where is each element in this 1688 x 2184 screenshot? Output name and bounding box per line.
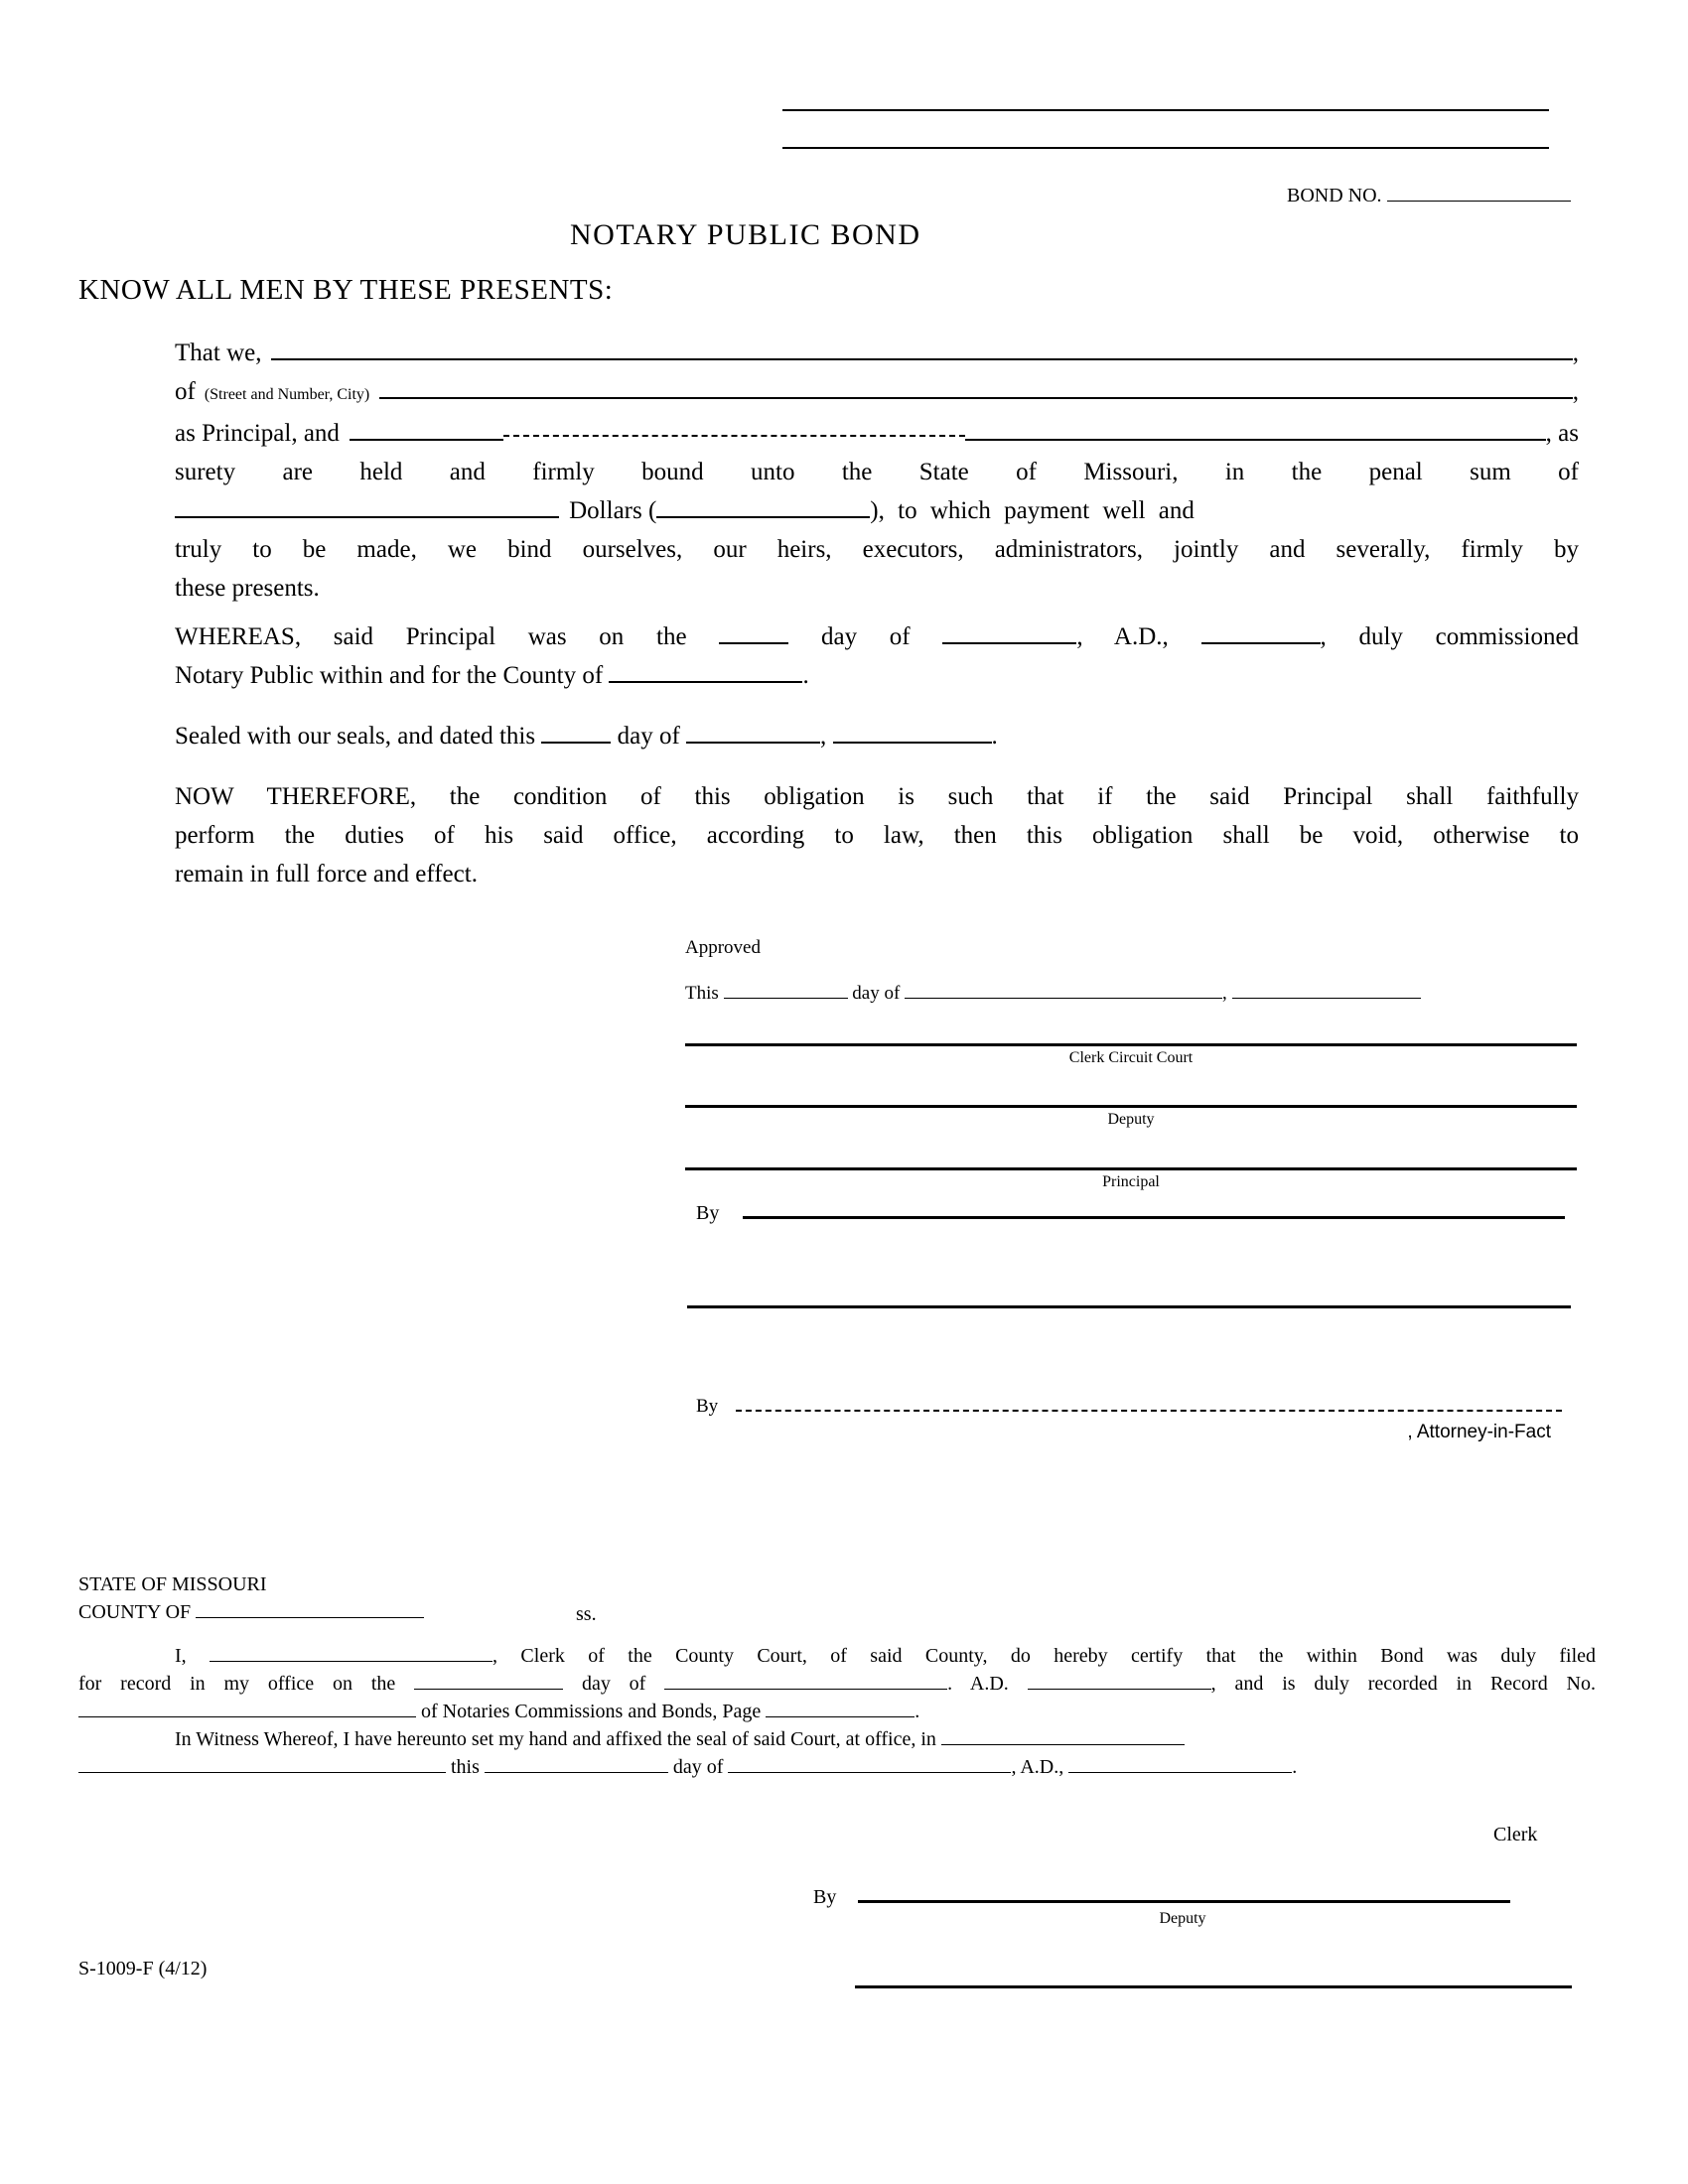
clerk-certificate-paragraph [78,1642,1596,1781]
ad-comma-text: , A.D., [1011,1756,1064,1778]
attorney-by-dashed-line[interactable] [736,1390,1562,1412]
certificate-line-2 [78,1670,1596,1698]
commission-day-blank[interactable] [719,624,788,644]
principal-label: Principal [1102,1173,1160,1190]
ad-text: , A.D., [1076,623,1169,650]
footer-by-row [813,1878,1510,1909]
sealed-text: Sealed with our seals, and dated this [175,723,536,750]
commission-year-blank[interactable] [1201,624,1321,644]
filed-day-blank[interactable] [414,1674,563,1690]
certificate-line1-text: , Clerk of the County Court, of said County, do hereby certify that the within Bond was duly filed [492,1645,1596,1667]
comma-text: , [820,723,827,750]
period-text: . [991,723,998,750]
approval-year-blank[interactable] [1232,983,1421,999]
bond-no-label: BOND NO. [1287,185,1382,206]
day-of-text: day of [581,1673,646,1695]
office-location-blank[interactable] [941,1729,1185,1745]
certificate-line-3 [78,1698,1596,1725]
that-we-text: That we, [175,340,262,366]
dollars-open-text: Dollars ( [569,497,657,524]
county-of-blank[interactable] [196,1602,424,1618]
state-text: STATE OF MISSOURI [78,1573,267,1595]
salutation: KNOW ALL MEN BY THESE PRESENTS: [78,274,614,306]
whereas-line-1 [175,617,1579,656]
comma-text: , [1222,983,1227,1004]
form-number: S-1009-F (4/12) [78,1958,208,1979]
record-no-blank[interactable] [78,1702,416,1717]
surety-name-blank-solid-2[interactable] [965,421,1546,441]
obligation-line-3 [175,414,1579,453]
clerk-signature-line[interactable] [685,1043,1577,1046]
obligation-line-5 [175,491,1579,530]
notaries-text: of Notaries Commissions and Bonds, Page [421,1701,762,1722]
by-text: By [696,1396,719,1417]
now-line-1: NOW THEREFORE, the condition of this obligation is such that if the said Principal shall faithfully [175,783,1579,810]
this-text: This [685,983,719,1004]
obligation-line-4: surety are held and firmly bound unto the State of Missouri, in the penal sum of [175,459,1579,485]
comma-text: , [1572,378,1579,405]
ss-text: ss. [576,1603,597,1625]
by-text: By [696,1202,720,1224]
sealed-day-blank[interactable] [541,724,611,744]
deputy-signature-line[interactable] [685,1105,1577,1108]
obligation-line-1 [175,334,1579,372]
page-title: NOTARY PUBLIC BOND [570,218,921,251]
commission-month-blank[interactable] [942,624,1076,644]
deputy-label: Deputy [1107,1111,1155,1128]
header-line-1[interactable] [782,109,1549,111]
obligation-paragraph [175,334,1579,608]
obligation-line-6: truly to be made, we bind ourselves, our heirs, executors, administrators, jointly and severally, firmly by [175,536,1579,563]
whereas-end-text: , duly commissioned [1320,623,1580,650]
attorney-by-row [696,1390,1562,1418]
witness-month-blank[interactable] [728,1757,1011,1773]
period-text: . [802,662,809,689]
clerk-name-blank[interactable] [210,1646,492,1662]
day-of-text: day of [852,983,901,1004]
principal-name-blank[interactable] [271,341,1572,360]
comma-text: , [1572,340,1579,366]
sealed-year-blank[interactable] [833,724,992,744]
this-text: this [451,1756,480,1778]
witness-text: In Witness Whereof, I have hereunto set my hand and affixed the seal of said Court, at office, in [175,1728,936,1750]
clerk-label: Clerk [1493,1824,1538,1845]
principal-signature-line[interactable] [685,1167,1577,1170]
filed-month-blank[interactable] [664,1674,947,1690]
for-record-text: for record in my office on the [78,1673,396,1695]
filed-year-blank[interactable] [1028,1674,1211,1690]
period-text: . [1292,1756,1298,1778]
attorney-in-fact-label: , Attorney-in-Fact [1407,1422,1551,1442]
of-text: of [175,378,196,405]
witness-day-blank[interactable] [485,1757,668,1773]
witness-year-blank[interactable] [1068,1757,1292,1773]
penal-sum-figures-blank[interactable] [656,498,870,518]
certificate-line-1 [78,1642,1596,1670]
approval-date-line [685,983,1421,1005]
principal-by-row [696,1194,1565,1225]
county-of-text: COUNTY OF [78,1601,192,1623]
approved-label: Approved [685,937,761,958]
whereas-start-text: WHEREAS, said Principal was on the [175,623,687,650]
header-line-2[interactable] [782,147,1549,149]
approval-day-blank[interactable] [724,983,848,999]
now-line-2: perform the duties of his said office, according to law, then this obligation shall be void, otherwise to [175,822,1579,849]
county-blank[interactable] [609,663,802,683]
address-hint: (Street and Number, City) [204,386,370,403]
clerk-circuit-court-label: Clerk Circuit Court [1068,1049,1194,1066]
i-text: I, [175,1645,187,1667]
page-blank[interactable] [766,1702,914,1717]
footer-deputy-label: Deputy [1159,1910,1206,1927]
county-row [78,1598,424,1626]
whereas-paragraph [175,617,1579,695]
ad-dot-text: . A.D. [947,1673,1009,1695]
whereas-line-2 [175,656,1579,695]
day-of-text: day of [821,623,911,650]
certificate-line-4 [78,1725,1596,1753]
as-principal-text: as Principal, and [175,420,340,447]
sealed-line [175,717,1579,755]
period-text: . [914,1701,920,1722]
footer-by-signature-line[interactable] [858,1878,1510,1903]
obligation-line-7: these presents. [175,575,320,602]
witness-location-blank[interactable] [78,1757,446,1773]
bond-no-blank[interactable] [1387,186,1571,202]
principal-by-signature-line[interactable] [743,1194,1565,1219]
as-text: , as [1545,420,1579,447]
penal-sum-words-blank[interactable] [175,498,559,518]
obligation-line-2 [175,372,1579,414]
venue-block [78,1570,424,1626]
whereas-line2-text: Notary Public within and for the County of [175,662,604,689]
day-of-text: day of [672,1756,724,1778]
day-of-text: day of [617,723,680,750]
sealed-month-blank[interactable] [686,724,820,744]
dollars-close-text: ), to which payment well and [870,497,1195,524]
surety-name-blank-solid-1[interactable] [350,421,503,441]
surety-name-blank-dashed[interactable] [503,417,965,437]
footer-bottom-line[interactable] [855,1985,1572,1988]
certificate-line-5 [78,1753,1596,1781]
now-therefore-paragraph [175,777,1579,893]
address-blank[interactable] [379,379,1572,399]
surety-signature-line[interactable] [687,1305,1571,1308]
approval-month-blank[interactable] [905,983,1222,999]
now-line-3: remain in full force and effect. [175,861,478,887]
recorded-text: , and is duly recorded in Record No. [1210,1673,1596,1695]
by-text: By [813,1886,837,1908]
bond-no-row [1287,185,1571,207]
